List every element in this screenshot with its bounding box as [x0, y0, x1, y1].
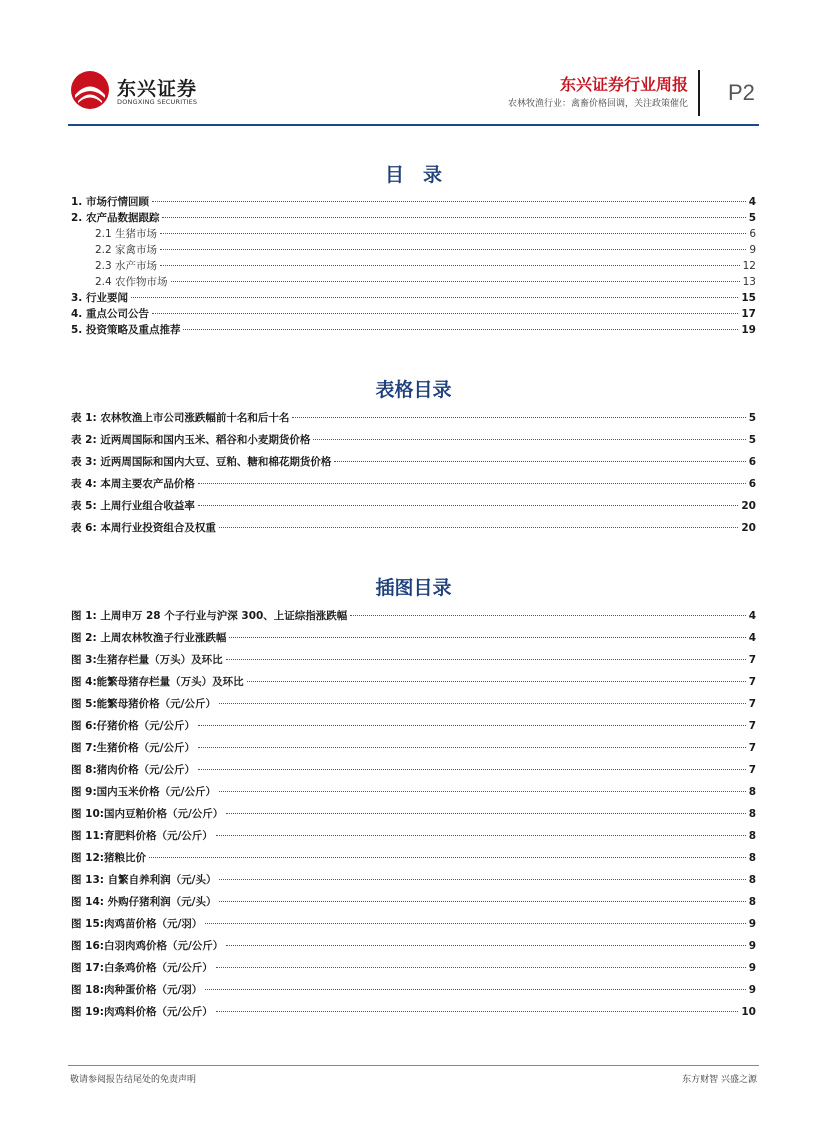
toc-entry[interactable]	[71, 226, 756, 242]
toc-entry[interactable]	[71, 194, 756, 210]
figure-entry[interactable]	[71, 762, 756, 784]
table-entry-label: 表 5: 上周行业组合收益率	[71, 500, 195, 512]
dot-leader	[160, 265, 740, 266]
dot-leader	[131, 297, 738, 298]
figure-entry-label: 图 1: 上周申万 28 个子行业与沪深 300、上证综指涨跌幅	[71, 610, 348, 622]
footer-slogan: 东方财智 兴盛之源	[682, 1075, 757, 1085]
table-entry-label: 表 4: 本周主要农产品价格	[71, 478, 195, 490]
dot-leader	[183, 329, 738, 330]
toc-entry-page: 17	[741, 308, 756, 320]
figure-entry-label: 图 14: 外购仔猪利润（元/头）	[71, 896, 217, 908]
figure-entry-page: 4	[748, 632, 756, 644]
dot-leader	[162, 217, 745, 218]
dot-leader	[292, 417, 745, 418]
table-entry[interactable]	[71, 476, 756, 498]
table-entry-label: 表 1: 农林牧渔上市公司涨跌幅前十名和后十名	[71, 412, 290, 424]
figure-entry-page: 8	[748, 830, 756, 842]
figure-entry-label: 图 9:国内玉米价格（元/公斤）	[71, 786, 216, 798]
table-entry-page: 20	[741, 500, 756, 512]
figure-entry-label: 图 5:能繁母猪价格（元/公斤）	[71, 698, 216, 710]
footer-rule	[68, 1065, 759, 1066]
figure-entry-page: 9	[748, 962, 756, 974]
report-title: 东兴证券行业周报	[559, 75, 688, 94]
figure-entry-page: 10	[741, 1006, 756, 1018]
figure-entry[interactable]	[71, 872, 756, 894]
dot-leader	[350, 615, 745, 616]
dot-leader	[205, 989, 745, 990]
table-entry[interactable]	[71, 432, 756, 454]
figure-entry-label: 图 11:育肥料价格（元/公斤）	[71, 830, 213, 842]
dot-leader	[198, 725, 746, 726]
dot-leader	[160, 233, 746, 234]
dot-leader	[198, 505, 739, 506]
toc-entry-page: 5	[748, 212, 756, 224]
table-entry-page: 6	[748, 478, 756, 490]
toc-entry-page: 9	[749, 244, 756, 256]
figure-entry[interactable]	[71, 718, 756, 740]
figure-entry-label: 图 7:生猪价格（元/公斤）	[71, 742, 195, 754]
table-entry-label: 表 6: 本周行业投资组合及权重	[71, 522, 216, 534]
dot-leader	[313, 439, 745, 440]
dot-leader	[171, 281, 740, 282]
figure-entry-page: 7	[748, 764, 756, 776]
figure-entry[interactable]	[71, 740, 756, 762]
figure-entry-label: 图 6:仔猪价格（元/公斤）	[71, 720, 195, 732]
figure-entry-page: 7	[748, 676, 756, 688]
toc-title: 目 录	[384, 164, 442, 186]
figure-entry-page: 8	[748, 896, 756, 908]
toc-entry-page: 13	[742, 276, 756, 288]
dot-leader	[198, 747, 746, 748]
toc-entry-label: 2.2 家禽市场	[95, 244, 158, 256]
figure-entry-label: 图 15:肉鸡苗价格（元/羽）	[71, 918, 203, 930]
figure-entry[interactable]	[71, 806, 756, 828]
tables-title: 表格目录	[375, 379, 452, 401]
dot-leader	[149, 857, 746, 858]
table-entry-page: 6	[748, 456, 756, 468]
figure-entry[interactable]	[71, 850, 756, 872]
table-entry[interactable]	[71, 520, 756, 542]
table-entry-label: 表 2: 近两周国际和国内玉米、稻谷和小麦期货价格	[71, 434, 311, 446]
figure-entry-page: 7	[748, 742, 756, 754]
figure-entry-page: 7	[748, 654, 756, 666]
header-divider	[698, 70, 700, 116]
figure-entry[interactable]	[71, 982, 756, 1004]
toc-entry[interactable]	[71, 210, 756, 226]
figures-list	[71, 608, 756, 1026]
toc-entry-page: 19	[741, 324, 756, 336]
figure-entry[interactable]	[71, 652, 756, 674]
figure-entry-label: 图 3:生猪存栏量（万头）及环比	[71, 654, 223, 666]
toc-entry-label: 5. 投资策略及重点推荐	[71, 324, 181, 336]
dot-leader	[219, 703, 746, 704]
toc-entry-page: 4	[748, 196, 756, 208]
toc-entry[interactable]	[71, 290, 756, 306]
figure-entry-page: 9	[748, 918, 756, 930]
dot-leader	[216, 967, 746, 968]
figure-entry[interactable]	[71, 696, 756, 718]
figure-entry[interactable]	[71, 630, 756, 652]
dot-leader	[226, 945, 745, 946]
figure-entry-page: 7	[748, 698, 756, 710]
dot-leader	[334, 461, 745, 462]
dot-leader	[219, 791, 746, 792]
figure-entry-page: 8	[748, 874, 756, 886]
table-entry[interactable]	[71, 454, 756, 476]
figure-entry-page: 7	[748, 720, 756, 732]
figure-entry-label: 图 8:猪肉价格（元/公斤）	[71, 764, 195, 776]
figure-entry-label: 图 18:肉种蛋价格（元/羽）	[71, 984, 203, 996]
dot-leader	[152, 201, 746, 202]
figures-title: 插图目录	[375, 577, 452, 599]
figure-entry-label: 图 10:国内豆粕价格（元/公斤）	[71, 808, 224, 820]
toc-entry-label: 2.4 农作物市场	[95, 276, 168, 288]
figure-entry-page: 9	[748, 940, 756, 952]
figure-entry-page: 8	[748, 808, 756, 820]
page-header	[0, 0, 827, 130]
figure-entry-page: 8	[748, 786, 756, 798]
figure-entry[interactable]	[71, 894, 756, 916]
figure-entry[interactable]	[71, 960, 756, 982]
figure-entry-label: 图 4:能繁母猪存栏量（万头）及环比	[71, 676, 244, 688]
logo-text-cn: 东兴证券	[117, 78, 198, 100]
dot-leader	[226, 659, 746, 660]
dot-leader	[198, 769, 746, 770]
figure-entry-label: 图 19:肉鸡料价格（元/公斤）	[71, 1006, 213, 1018]
figure-entry-label: 图 17:白条鸡价格（元/公斤）	[71, 962, 213, 974]
figure-entry[interactable]	[71, 608, 756, 630]
toc-entry[interactable]	[71, 258, 756, 274]
dot-leader	[247, 681, 746, 682]
report-subtitle: 农林牧渔行业：禽畜价格回调，关注政策催化	[507, 99, 688, 109]
dot-leader	[160, 249, 746, 250]
figure-entry-label: 图 2: 上周农林牧渔子行业涨跌幅	[71, 632, 227, 644]
dongxing-logo-icon	[70, 70, 110, 110]
figure-entry-page: 9	[748, 984, 756, 996]
table-entry-page: 5	[748, 434, 756, 446]
toc-entry[interactable]	[71, 322, 756, 338]
toc-entry-label: 4. 重点公司公告	[71, 308, 149, 320]
toc-entry-label: 2. 农产品数据跟踪	[71, 212, 160, 224]
toc-entry-label: 2.1 生猪市场	[95, 228, 158, 240]
figure-entry[interactable]	[71, 916, 756, 938]
figure-entry-page: 8	[748, 852, 756, 864]
dot-leader	[219, 901, 745, 902]
toc-entry-page: 12	[742, 260, 756, 272]
toc-entry-label: 1. 市场行情回顾	[71, 196, 149, 208]
toc-entry-page: 15	[741, 292, 756, 304]
dot-leader	[229, 637, 745, 638]
tables-list	[71, 410, 756, 542]
logo-text-en: DONGXING SECURITIES	[117, 98, 198, 106]
dot-leader	[152, 313, 738, 314]
toc-entry-label: 3. 行业要闻	[71, 292, 128, 304]
toc-entry-page: 6	[749, 228, 756, 240]
toc-entry[interactable]	[71, 274, 756, 290]
figure-entry-label: 图 13: 自繁自养利润（元/头）	[71, 874, 217, 886]
toc-list	[71, 194, 756, 338]
dot-leader	[226, 813, 745, 814]
toc-entry-label: 2.3 水产市场	[95, 260, 158, 272]
figure-entry[interactable]	[71, 1004, 756, 1026]
table-entry-page: 5	[748, 412, 756, 424]
footer-disclaimer: 敬请参阅报告结尾处的免责声明	[70, 1075, 197, 1085]
table-entry-label: 表 3: 近两周国际和国内大豆、豆粕、糖和棉花期货价格	[71, 456, 332, 468]
header-rule	[68, 124, 759, 126]
figure-entry[interactable]	[71, 674, 756, 696]
dot-leader	[216, 1011, 739, 1012]
dot-leader	[198, 483, 746, 484]
toc-entry[interactable]	[71, 306, 756, 322]
table-entry[interactable]	[71, 410, 756, 432]
figure-entry[interactable]	[71, 828, 756, 850]
figure-entry[interactable]	[71, 784, 756, 806]
dot-leader	[216, 835, 746, 836]
figure-entry[interactable]	[71, 938, 756, 960]
figure-entry-page: 4	[748, 610, 756, 622]
figure-entry-label: 图 12:猪粮比价	[71, 852, 146, 864]
dot-leader	[219, 527, 739, 528]
dot-leader	[219, 879, 745, 880]
page-number: P2	[728, 80, 755, 105]
table-entry[interactable]	[71, 498, 756, 520]
figure-entry-label: 图 16:白羽肉鸡价格（元/公斤）	[71, 940, 224, 952]
toc-entry[interactable]	[71, 242, 756, 258]
dot-leader	[205, 923, 745, 924]
table-entry-page: 20	[741, 522, 756, 534]
